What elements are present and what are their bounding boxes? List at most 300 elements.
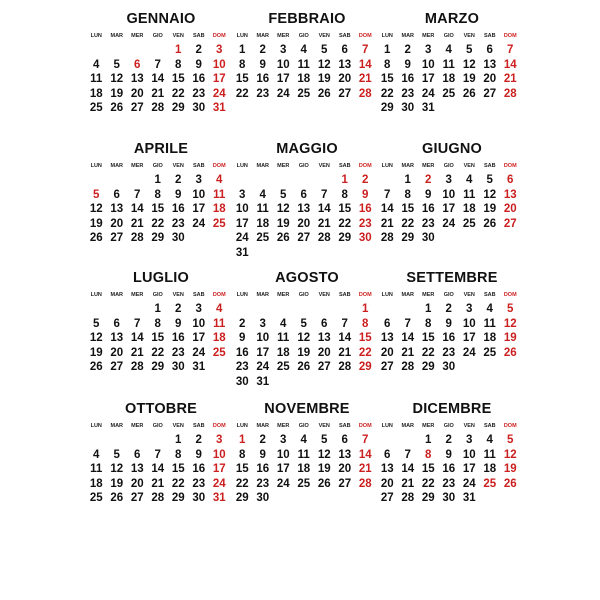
day-cell: 9 xyxy=(445,448,452,461)
day-cell: 28 xyxy=(358,87,372,100)
day-cell: 30 xyxy=(442,361,456,374)
day-cell: 23 xyxy=(442,477,456,490)
weekday-label: GIO xyxy=(443,33,454,39)
weekday-label: GIO xyxy=(152,423,163,429)
day-cell: 27 xyxy=(317,361,331,374)
day-cell: 3 xyxy=(195,174,202,186)
day-cell: 12 xyxy=(89,203,103,216)
day-cell: 5 xyxy=(93,317,100,330)
weekday-label: SAB xyxy=(483,292,496,298)
day-cell: 27 xyxy=(483,87,497,100)
day-cell: 8 xyxy=(425,448,432,461)
day-cell: 31 xyxy=(235,246,249,259)
days-grid xyxy=(232,302,382,390)
weekday-label: MER xyxy=(131,33,144,39)
month-febbraio xyxy=(232,10,382,101)
weekday-label: DOM xyxy=(358,33,372,39)
day-cell: 16 xyxy=(442,463,456,476)
day-cell: 13 xyxy=(380,332,394,345)
day-cell: 10 xyxy=(462,317,476,330)
day-cell: 31 xyxy=(192,361,206,374)
day-cell: 10 xyxy=(442,188,456,201)
day-cell: 14 xyxy=(338,332,352,345)
day-cell: 9 xyxy=(239,332,246,345)
day-cell: 4 xyxy=(93,448,100,461)
day-cell: 9 xyxy=(195,58,202,71)
day-cell: 29 xyxy=(380,102,394,115)
day-cell: 14 xyxy=(358,448,372,461)
day-cell: 17 xyxy=(462,332,476,345)
day-cell: 21 xyxy=(338,346,352,359)
weekday-label: MER xyxy=(422,292,435,298)
day-cell: 22 xyxy=(171,87,185,100)
weekday-label: LUN xyxy=(90,33,102,39)
day-cell: 14 xyxy=(358,58,372,71)
day-cell: 6 xyxy=(300,188,307,201)
weekday-label: SAB xyxy=(483,423,496,429)
day-cell: 7 xyxy=(341,317,348,330)
day-cell: 27 xyxy=(297,232,311,245)
day-cell: 8 xyxy=(425,317,432,330)
weekday-label: VEN xyxy=(463,163,475,169)
day-cell: 14 xyxy=(151,73,165,86)
day-cell: 24 xyxy=(256,361,270,374)
weekday-label: LUN xyxy=(236,33,248,39)
day-cell: 4 xyxy=(486,303,493,315)
month-title: OTTOBRE xyxy=(124,401,198,417)
day-cell: 25 xyxy=(276,361,290,374)
day-cell: 27 xyxy=(380,492,394,505)
day-cell: 2 xyxy=(175,303,182,315)
day-cell: 17 xyxy=(212,73,226,86)
day-cell: 2 xyxy=(195,44,202,56)
day-cell: 26 xyxy=(503,477,517,490)
days-grid xyxy=(377,173,527,246)
day-cell: 15 xyxy=(151,332,165,345)
day-cell: 25 xyxy=(462,217,476,230)
day-cell: 21 xyxy=(358,73,372,86)
day-cell: 12 xyxy=(317,58,331,71)
day-cell: 28 xyxy=(130,361,144,374)
day-cell: 12 xyxy=(503,317,517,330)
weekday-label: GIO xyxy=(298,423,309,429)
day-cell: 23 xyxy=(256,87,270,100)
day-cell: 26 xyxy=(297,361,311,374)
day-cell: 15 xyxy=(401,203,415,216)
day-cell: 30 xyxy=(235,375,249,388)
day-cell: 22 xyxy=(235,477,249,490)
day-cell: 4 xyxy=(486,434,493,446)
days-grid xyxy=(86,302,236,375)
day-cell: 29 xyxy=(338,232,352,245)
day-cell: 12 xyxy=(276,203,290,216)
day-cell: 20 xyxy=(483,73,497,86)
weekday-label: DOM xyxy=(503,33,517,39)
day-cell: 2 xyxy=(259,44,266,56)
day-cell: 19 xyxy=(110,87,124,100)
day-cell: 21 xyxy=(130,217,144,230)
day-cell: 18 xyxy=(442,73,456,86)
weekday-label: SAB xyxy=(338,33,351,39)
day-cell: 12 xyxy=(110,463,124,476)
month-title: AGOSTO xyxy=(275,270,339,286)
weekday-label: SAB xyxy=(338,423,351,429)
day-cell: 18 xyxy=(256,217,270,230)
day-cell: 7 xyxy=(507,44,514,56)
day-cell: 24 xyxy=(212,87,226,100)
day-cell: 10 xyxy=(462,448,476,461)
weekday-header xyxy=(232,290,382,300)
weekday-label: VEN xyxy=(463,292,475,298)
weekday-label: MAR xyxy=(110,33,124,39)
day-cell: 23 xyxy=(358,217,372,230)
day-cell: 13 xyxy=(317,332,331,345)
day-cell: 16 xyxy=(401,73,415,86)
weekday-label: MER xyxy=(131,292,144,298)
month-ottobre xyxy=(86,400,236,506)
day-cell: 6 xyxy=(507,174,514,186)
day-cell: 12 xyxy=(483,188,497,201)
day-cell: 9 xyxy=(445,317,452,330)
day-cell: 19 xyxy=(462,73,476,86)
weekday-label: MER xyxy=(422,163,435,169)
day-cell: 14 xyxy=(401,332,415,345)
weekday-label: GIO xyxy=(298,33,309,39)
day-cell: 22 xyxy=(380,87,394,100)
day-cell: 1 xyxy=(404,174,411,186)
day-cell: 10 xyxy=(192,317,206,330)
day-cell: 13 xyxy=(338,448,352,461)
day-cell: 6 xyxy=(341,434,348,446)
day-cell: 2 xyxy=(239,317,246,330)
day-cell: 13 xyxy=(110,203,124,216)
day-cell: 1 xyxy=(425,434,432,446)
day-cell: 1 xyxy=(384,44,391,56)
day-cell: 7 xyxy=(134,188,141,201)
day-cell: 3 xyxy=(466,434,473,446)
day-cell: 30 xyxy=(358,232,372,245)
day-cell: 1 xyxy=(175,434,182,446)
day-cell: 9 xyxy=(195,448,202,461)
day-cell: 5 xyxy=(507,434,514,446)
month-title: MARZO xyxy=(424,11,480,27)
day-cell: 18 xyxy=(297,463,311,476)
day-cell: 15 xyxy=(171,73,185,86)
day-cell: 25 xyxy=(297,87,311,100)
day-cell: 8 xyxy=(175,448,182,461)
day-cell: 1 xyxy=(175,44,182,56)
day-cell: 26 xyxy=(503,346,517,359)
day-cell: 17 xyxy=(212,463,226,476)
weekday-label: VEN xyxy=(318,33,330,39)
day-cell: 20 xyxy=(297,217,311,230)
day-cell: 27 xyxy=(110,232,124,245)
day-cell: 12 xyxy=(89,332,103,345)
weekday-label: GIO xyxy=(443,423,454,429)
day-cell: 28 xyxy=(151,492,165,505)
day-cell: 21 xyxy=(151,87,165,100)
day-cell: 15 xyxy=(421,463,435,476)
day-cell: 29 xyxy=(358,361,372,374)
day-cell: 22 xyxy=(151,346,165,359)
weekday-label: VEN xyxy=(463,423,475,429)
day-cell: 6 xyxy=(384,317,391,330)
day-cell: 19 xyxy=(317,463,331,476)
day-cell: 19 xyxy=(483,203,497,216)
day-cell: 15 xyxy=(338,203,352,216)
weekday-header xyxy=(232,31,382,41)
weekday-label: MER xyxy=(277,423,290,429)
day-cell: 28 xyxy=(151,102,165,115)
day-cell: 4 xyxy=(93,58,100,71)
day-cell: 10 xyxy=(256,332,270,345)
day-cell: 3 xyxy=(280,434,287,446)
day-cell: 16 xyxy=(235,346,249,359)
day-cell: 31 xyxy=(421,102,435,115)
day-cell: 14 xyxy=(317,203,331,216)
day-cell: 6 xyxy=(384,448,391,461)
weekday-label: VEN xyxy=(172,163,184,169)
day-cell: 15 xyxy=(171,463,185,476)
day-cell: 24 xyxy=(235,232,249,245)
day-cell: 14 xyxy=(130,332,144,345)
day-cell: 30 xyxy=(401,102,415,115)
day-cell: 26 xyxy=(276,232,290,245)
day-cell: 28 xyxy=(380,232,394,245)
weekday-label: MER xyxy=(277,292,290,298)
days-grid xyxy=(377,302,527,375)
weekday-label: VEN xyxy=(172,33,184,39)
day-cell: 5 xyxy=(507,303,514,315)
month-title: GIUGNO xyxy=(421,141,482,157)
day-cell: 20 xyxy=(338,463,352,476)
day-cell: 3 xyxy=(280,44,287,56)
day-cell: 6 xyxy=(134,58,141,71)
month-title: NOVEMBRE xyxy=(264,401,350,417)
weekday-label: MAR xyxy=(256,292,270,298)
weekday-label: LUN xyxy=(236,292,248,298)
weekday-header xyxy=(86,290,236,300)
day-cell: 17 xyxy=(442,203,456,216)
day-cell: 12 xyxy=(503,448,517,461)
day-cell: 29 xyxy=(151,232,165,245)
day-cell: 25 xyxy=(483,346,497,359)
day-cell: 11 xyxy=(213,188,226,201)
day-cell: 21 xyxy=(130,346,144,359)
day-cell: 7 xyxy=(321,188,328,201)
day-cell: 24 xyxy=(276,477,290,490)
weekday-label: SAB xyxy=(192,163,205,169)
day-cell: 29 xyxy=(151,361,165,374)
day-cell: 30 xyxy=(192,492,206,505)
day-cell: 21 xyxy=(151,477,165,490)
day-cell: 19 xyxy=(503,332,517,345)
day-cell: 9 xyxy=(362,188,369,201)
day-cell: 16 xyxy=(171,332,185,345)
weekday-label: SAB xyxy=(192,423,205,429)
weekday-label: SAB xyxy=(192,33,205,39)
day-cell: 11 xyxy=(483,317,496,330)
weekday-label: MAR xyxy=(256,423,270,429)
day-cell: 6 xyxy=(341,44,348,56)
day-cell: 3 xyxy=(259,317,266,330)
day-cell: 8 xyxy=(404,188,411,201)
day-cell: 31 xyxy=(212,492,226,505)
weekday-label: MAR xyxy=(401,292,415,298)
day-cell: 1 xyxy=(239,44,246,56)
day-cell: 4 xyxy=(216,303,223,315)
day-cell: 29 xyxy=(171,492,185,505)
day-cell: 8 xyxy=(384,58,391,71)
month-maggio xyxy=(232,140,382,261)
days-grid xyxy=(86,433,236,506)
day-cell: 25 xyxy=(297,477,311,490)
day-cell: 15 xyxy=(358,332,372,345)
day-cell: 2 xyxy=(195,434,202,446)
day-cell: 22 xyxy=(358,346,372,359)
day-cell: 12 xyxy=(462,58,476,71)
day-cell: 5 xyxy=(93,188,100,201)
month-title: FEBBRAIO xyxy=(268,11,346,27)
day-cell: 3 xyxy=(216,434,223,446)
weekday-label: MAR xyxy=(256,163,270,169)
day-cell: 13 xyxy=(130,73,144,86)
day-cell: 16 xyxy=(358,203,372,216)
day-cell: 27 xyxy=(130,492,144,505)
day-cell: 19 xyxy=(110,477,124,490)
day-cell: 1 xyxy=(425,303,432,315)
day-cell: 6 xyxy=(113,317,120,330)
day-cell: 21 xyxy=(503,73,517,86)
day-cell: 20 xyxy=(380,346,394,359)
day-cell: 5 xyxy=(486,174,493,186)
day-cell: 28 xyxy=(130,232,144,245)
month-luglio xyxy=(86,269,236,375)
day-cell: 21 xyxy=(401,346,415,359)
month-title: DICEMBRE xyxy=(412,401,492,417)
day-cell: 15 xyxy=(235,73,249,86)
day-cell: 23 xyxy=(421,217,435,230)
day-cell: 23 xyxy=(256,477,270,490)
day-cell: 16 xyxy=(442,332,456,345)
day-cell: 22 xyxy=(235,87,249,100)
day-cell: 17 xyxy=(421,73,435,86)
month-giugno xyxy=(377,140,527,246)
day-cell: 5 xyxy=(280,188,287,201)
day-cell: 2 xyxy=(362,174,369,186)
weekday-label: DOM xyxy=(212,292,226,298)
day-cell: 24 xyxy=(442,217,456,230)
day-cell: 24 xyxy=(192,346,206,359)
day-cell: 26 xyxy=(89,361,103,374)
day-cell: 1 xyxy=(154,174,161,186)
day-cell: 8 xyxy=(154,317,161,330)
day-cell: 7 xyxy=(154,58,161,71)
day-cell: 20 xyxy=(380,477,394,490)
day-cell: 13 xyxy=(297,203,311,216)
day-cell: 23 xyxy=(192,87,206,100)
day-cell: 5 xyxy=(113,58,120,71)
day-cell: 5 xyxy=(300,317,307,330)
day-cell: 17 xyxy=(276,73,290,86)
day-cell: 4 xyxy=(216,174,223,186)
day-cell: 4 xyxy=(445,44,452,56)
day-cell: 1 xyxy=(154,303,161,315)
weekday-label: MER xyxy=(277,33,290,39)
day-cell: 15 xyxy=(380,73,394,86)
day-cell: 2 xyxy=(425,174,432,186)
day-cell: 30 xyxy=(256,492,270,505)
day-cell: 18 xyxy=(462,203,476,216)
day-cell: 25 xyxy=(256,232,270,245)
day-cell: 16 xyxy=(171,203,185,216)
weekday-label: DOM xyxy=(503,423,517,429)
day-cell: 21 xyxy=(317,217,331,230)
day-cell: 4 xyxy=(466,174,473,186)
weekday-label: GIO xyxy=(152,163,163,169)
weekday-label: DOM xyxy=(212,423,226,429)
weekday-label: DOM xyxy=(358,163,372,169)
day-cell: 12 xyxy=(297,332,311,345)
day-cell: 20 xyxy=(110,346,124,359)
day-cell: 11 xyxy=(256,203,269,216)
day-cell: 7 xyxy=(362,44,369,56)
weekday-label: GIO xyxy=(298,163,309,169)
weekday-label: LUN xyxy=(381,163,393,169)
month-marzo xyxy=(377,10,527,116)
day-cell: 13 xyxy=(483,58,497,71)
day-cell: 26 xyxy=(483,217,497,230)
day-cell: 18 xyxy=(297,73,311,86)
day-cell: 26 xyxy=(462,87,476,100)
day-cell: 15 xyxy=(235,463,249,476)
day-cell: 13 xyxy=(503,188,517,201)
day-cell: 28 xyxy=(401,492,415,505)
month-aprile xyxy=(86,140,236,246)
day-cell: 30 xyxy=(192,102,206,115)
day-cell: 10 xyxy=(276,58,290,71)
month-title: LUGLIO xyxy=(133,270,189,286)
day-cell: 24 xyxy=(421,87,435,100)
day-cell: 24 xyxy=(462,346,476,359)
day-cell: 1 xyxy=(362,303,369,315)
day-cell: 30 xyxy=(171,361,185,374)
weekday-label: LUN xyxy=(236,423,248,429)
month-title: GENNAIO xyxy=(126,11,196,27)
weekday-header xyxy=(377,161,527,171)
day-cell: 25 xyxy=(89,492,103,505)
day-cell: 22 xyxy=(338,217,352,230)
day-cell: 9 xyxy=(259,58,266,71)
day-cell: 3 xyxy=(216,44,223,56)
day-cell: 1 xyxy=(239,434,246,446)
day-cell: 30 xyxy=(442,492,456,505)
day-cell: 16 xyxy=(256,463,270,476)
day-cell: 14 xyxy=(503,58,517,71)
weekday-label: LUN xyxy=(381,423,393,429)
day-cell: 7 xyxy=(404,448,411,461)
day-cell: 18 xyxy=(276,346,290,359)
day-cell: 27 xyxy=(380,361,394,374)
day-cell: 21 xyxy=(401,477,415,490)
day-cell: 2 xyxy=(445,303,452,315)
days-grid xyxy=(377,43,527,116)
day-cell: 7 xyxy=(134,317,141,330)
day-cell: 2 xyxy=(259,434,266,446)
day-cell: 14 xyxy=(151,463,165,476)
weekday-label: GIO xyxy=(298,292,309,298)
day-cell: 21 xyxy=(358,463,372,476)
